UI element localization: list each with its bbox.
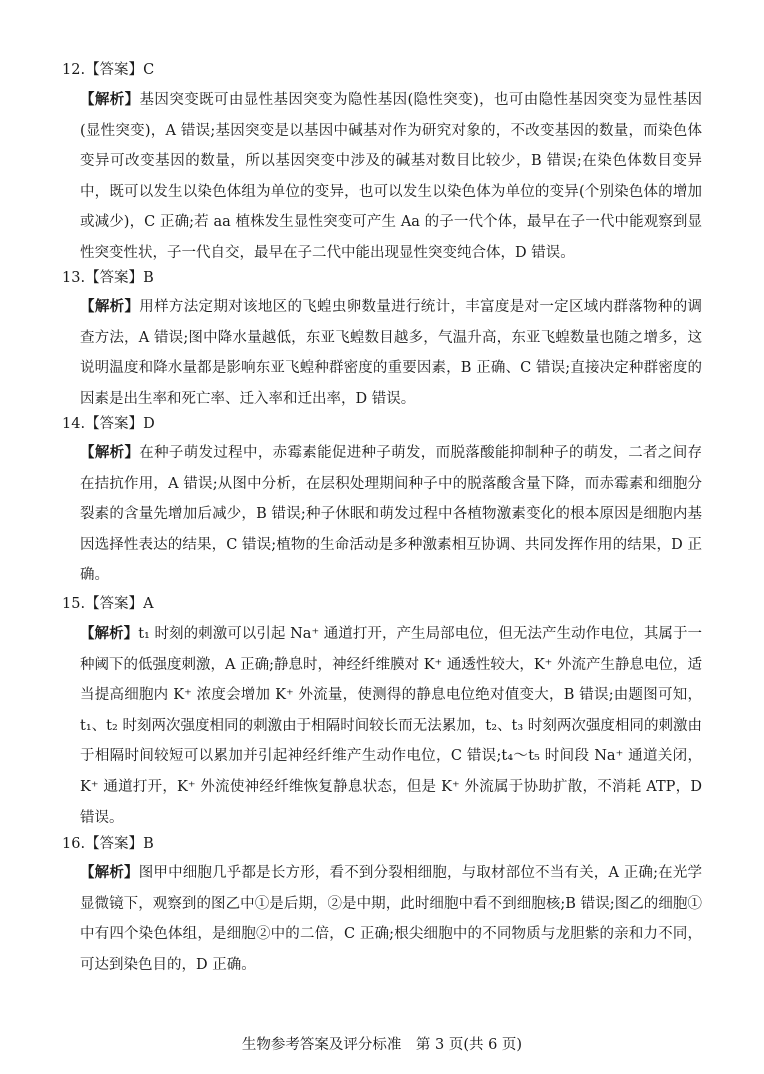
q15-number: 15. bbox=[62, 596, 86, 612]
page-footer: 生物参考答案及评分标准 第 3 页(共 6 页) bbox=[241, 1037, 523, 1053]
q15-analysis-label: 【解析】 bbox=[80, 625, 139, 642]
q16-answer: B bbox=[143, 836, 154, 852]
q12-answer-label: 【答案】 bbox=[85, 62, 144, 78]
q16-analysis-text: 图甲中细胞几乎都是长方形，看不到分裂相细胞，与取材部位不当有关，A 正确;在光学显微镜下，观察到的图乙中①是后期，②是中期，此时细胞中看不到细胞核;B 错误;图乙的细胞①中有四个染色体组，是细胞②中的二倍，C 正确;根尖细胞中的不同物质与龙胆紫的亲和力不同，可达到染色目的，D 正确。 bbox=[80, 865, 702, 973]
q14-analysis-text: 在种子萌发过程中，赤霉素能促进种子萌发，而脱落酸能抑制种子的萌发，二者之间存在拮抗作用，A 错误;从图中分析，在层积处理期间种子中的脱落酸含量下降，而赤霉素和细胞分裂素的含量先增加后减少，B 错误;种子休眠和萌发过程中各植物激素变化的根本原因是细胞内基因选择性表达的结果，C 错误;植物的生命活动是多种激素相互协调、共同发挥作用的结果，D 正确。 bbox=[80, 445, 703, 584]
q12-analysis-text: 基因突变既可由显性基因突变为隐性基因(隐性突变)，也可由隐性基因突变为显性基因(显性突变)，A 错误;基因突变是以基因中碱基对作为研究对象的，不改变基因的数量，而染色体变异可改变基因的数量，所以基因突变中涉及的碱基对数目比较少，B 错误;在染色体数目变异中，既可以发生以染色体组为单位的变异，也可以发生以染色体为单位的变异(个别染色体的增加或减少)，C 正确;若 aa 植株发生显性突变可产生 Aa 的子一代个体，最早在子一代中能观察到显性突变性状，子一代自交，最早在子二代中能出现显性突变纯合体，D 错误。 bbox=[80, 92, 703, 261]
q15-answer-line bbox=[62, 594, 154, 614]
q16-analysis bbox=[80, 858, 702, 980]
q13-analysis bbox=[80, 292, 702, 414]
q13-analysis-label: 【解析】 bbox=[80, 298, 140, 315]
q13-answer-label: 【答案】 bbox=[85, 270, 144, 286]
q12-analysis-label: 【解析】 bbox=[80, 91, 140, 108]
q14-answer-label: 【答案】 bbox=[85, 416, 144, 432]
q12-number: 12. bbox=[62, 62, 86, 78]
q16-answer-line bbox=[62, 834, 154, 854]
q15-answer: A bbox=[143, 596, 154, 612]
q14-answer-line bbox=[62, 414, 155, 434]
q13-answer-line bbox=[62, 268, 154, 288]
q16-answer-label: 【答案】 bbox=[85, 836, 144, 852]
q13-answer: B bbox=[143, 270, 154, 286]
q14-answer: D bbox=[143, 416, 155, 432]
q16-analysis-label: 【解析】 bbox=[80, 864, 139, 881]
q12-analysis bbox=[80, 85, 702, 269]
q15-analysis bbox=[80, 619, 702, 833]
q14-number: 14. bbox=[62, 416, 86, 432]
q16-number: 16. bbox=[62, 836, 86, 852]
q13-analysis-text: 用样方法定期对该地区的飞蝗虫卵数量进行统计，丰富度是对一定区域内群落物种的调查方法，A 错误;图中降水量越低，东亚飞蝗数目越多，气温升高，东亚飞蝗数量也随之增多，这说明温度和降水量都是影响东亚飞蝗种群密度的重要因素，B 正确、C 错误;直接决定种群密度的因素是出生率和死亡率、迁入率和迁出率，D 错误。 bbox=[80, 299, 703, 407]
q14-analysis-label: 【解析】 bbox=[80, 444, 140, 461]
q12-answer: C bbox=[143, 62, 155, 78]
q15-answer-label: 【答案】 bbox=[85, 596, 144, 612]
q14-analysis bbox=[80, 438, 702, 591]
q13-number: 13. bbox=[62, 270, 86, 286]
q12-answer-line bbox=[62, 60, 154, 80]
q15-analysis-text: t₁ 时刻的刺激可以引起 Na⁺ 通道打开，产生局部电位，但无法产生动作电位，其属于一种阈下的低强度刺激，A 正确;静息时，神经纤维膜对 K⁺ 通透性较大，K⁺ 外流产生静息电位，适当提高细胞内 K⁺ 浓度会增加 K⁺ 外流量，使测得的静息电位绝对值变大，B 错误;由题图可知，t₁、t₂ 时刻两次强度相同的刺激由于相隔时间较长而无法累加，t₂、t₃ 时刻两次强度相同的刺激由于相隔时间较短可以累加并引起神经纤维产生动作电位，C 错误;t₄～t₅ 时间段 Na⁺ 通道关闭，K⁺ 通道打开，K⁺ 外流使神经纤维恢复静息状态，但是 K⁺ 外流属于协助扩散，不消耗 ATP，D 错误。 bbox=[80, 626, 702, 826]
